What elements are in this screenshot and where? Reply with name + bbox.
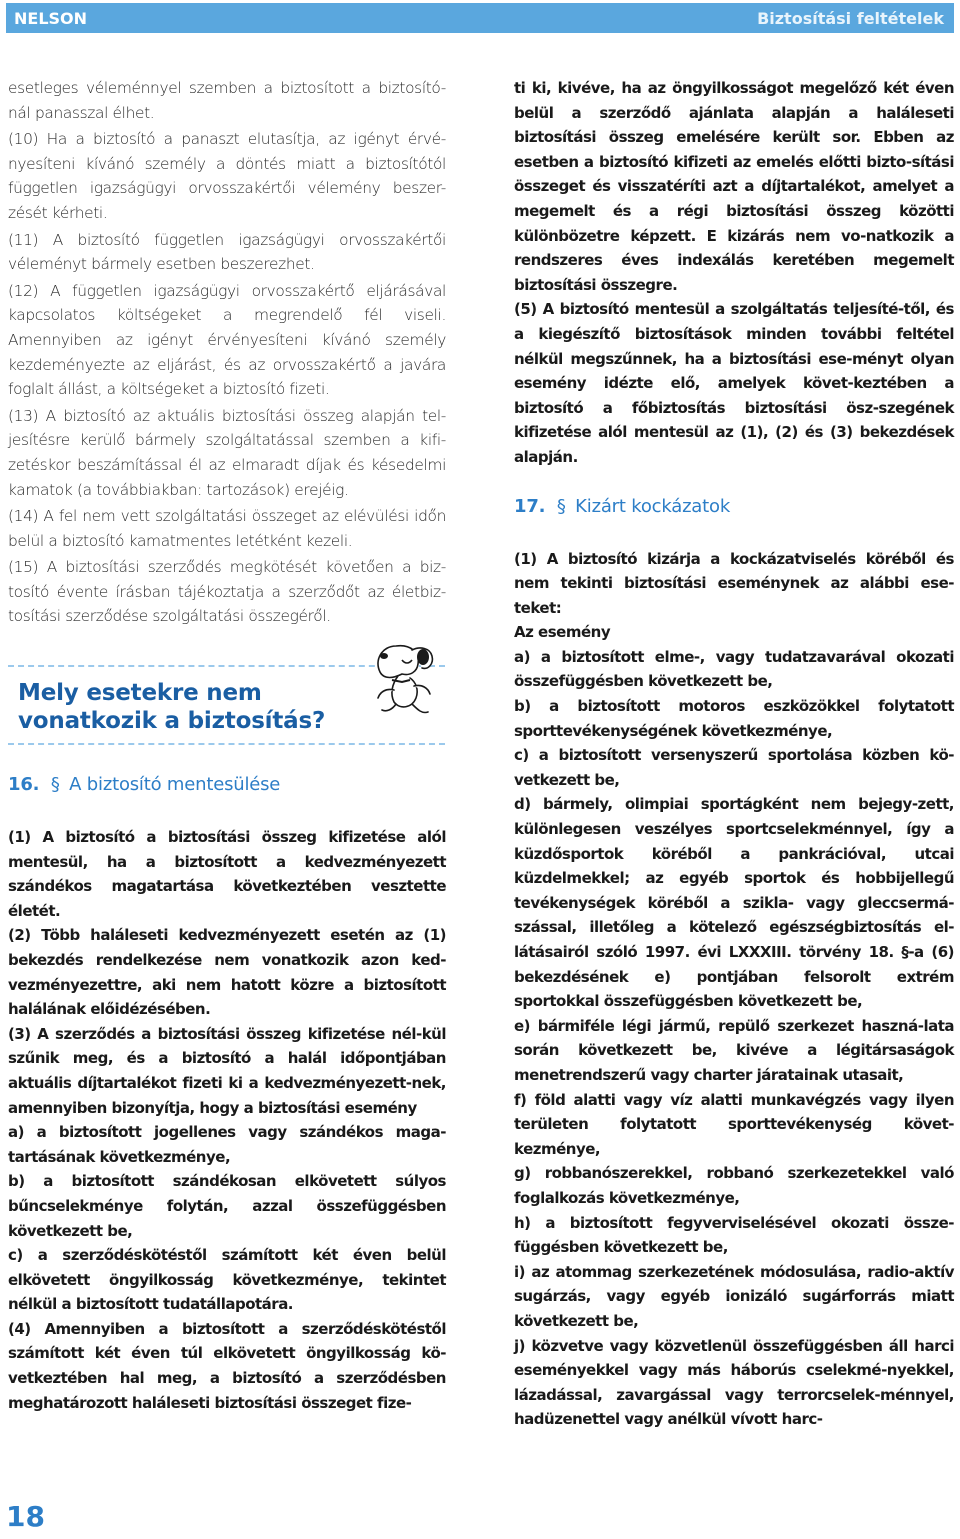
paragraph: Az esemény <box>514 623 611 642</box>
paragraph: d) bármely, olimpiai sportágként nem bejegy-zett, különlegesen veszélyes sportcselekménnyel, így a küzdősportok köréből a pankrációval, utcai küzdelmekkel; az egyéb sportok és hobbijellegű tevékenységek köréből a szikla- vagy gleccsermá-szással, illetőleg a kötelező egészségbiztosítás el-látásairól szóló 1997. évi LXXXIII. törvény 18. §-a (6) bekezdésének e) pontjában felsorolt extrém sportokkal összefüggésben következett be, <box>514 795 954 1011</box>
paragraph: (5) A biztosító mentesül a szolgáltatás teljesíté-től, és a kiegészítő biztosítások minden további feltétel nélkül megszűnnek, ha a biztosítási ese-ményt olyan esemény idézte elő, amelyek követ-keztében a biztosító a főbiztosítás biztosítási ösz-szegének kifizetése alól mentesül az (1), (2) és (3) bekezdések alapján. <box>514 300 954 466</box>
section-title: A biztosító mentesülése <box>69 774 281 795</box>
callout-title <box>18 679 325 735</box>
paragraph: (14) A fel nem vett szolgáltatási összeget az elévülési időn belül a biztosító kamatmentes letétként kezeli. <box>8 507 446 550</box>
paragraph: (10) Ha a biztosító a panaszt elutasítja, az igényt érvé-nyesíteni kívánó személy a döntés miatt a biztosítótól független igazságügyi orvosszakértői vélemény beszer-zését kérheti. <box>8 130 446 222</box>
paragraph: h) a biztosított fegyverviselésével okozati össze-függésben következett be, <box>514 1213 954 1257</box>
paragraph: ti ki, kivéve, ha az öngyilkosságot megelőző két éven belül a szerződő ajánlata alapján a haláleseti biztosítási összeg emelésére került sor. Ebben az esetben a biztosító kifizeti az emelés előtti bizto-sítási összeget és visszatéríti azt a díjtartalékot, amelyet a megemelt és a régi biztosítási összeg közötti különbözetre képzett. E kizárás nem vo-natkozik a rendszeres éves indexálás keretében megemelt biztosítási összegre. <box>514 79 954 294</box>
header-section-title: Biztosítási feltételek <box>757 8 944 28</box>
header-brand: NELSON <box>14 8 88 28</box>
snoopy-illustration-icon <box>372 640 438 718</box>
callout-title-line: vonatkozik a biztosítás? <box>18 708 326 734</box>
paragraph: e) bármiféle légi jármű, repülő szerkezet haszná-lata során következett be, kivéve a légitársaságok menetrendszerű vagy charter járatainak utasait, <box>514 1016 954 1084</box>
paragraph: (12) A független igazságügyi orvosszakértő eljárásával kapcsolatos költségeket a megrendelő fél viseli. Amennyiben az igényt érvényesíteni kívánó személy kezdeményezte az eljárást, és az orvosszakértő a javára foglalt állást, a költségeket a biztosító fizeti. <box>8 281 446 399</box>
paragraph: c) a biztosított versenyszerű sportolása közben kö-vetkezett be, <box>514 746 954 789</box>
right-column <box>514 76 954 1432</box>
paragraph: (1) A biztosító kizárja a kockázatviselés köréből és nem tekinti biztosítási eseménynek az alábbi ese-teket: <box>514 549 954 617</box>
section-sign: § <box>556 495 566 517</box>
paragraph: f) föld alatti vagy víz alatti munkavégzés vagy ilyen területen folytatott sporttevékenység követ-kezménye, <box>514 1090 954 1158</box>
section-sign: § <box>50 774 60 795</box>
page-number: 18 <box>6 1500 45 1533</box>
paragraph: (15) A biztosítási szerződés megkötését követően a biz-tosító évente írásban tájékoztatja a szerződőt az életbiz-tosítási szerződése szolgáltatási összegéről. <box>8 558 446 626</box>
paragraph: c) a szerződéskötéstől számított két éven belül elkövetett öngyilkosság következménye, tekintet nélkül a biztosított tudatállapotára. <box>8 1246 446 1314</box>
section-title: Kizárt kockázatok <box>575 495 731 517</box>
paragraph: (3) A szerződés a biztosítási összeg kifizetése nél-kül szűnik meg, és a biztosító a halál időpontjában aktuális díjtartalékot fizeti ki a kedvezményezett-nek, amennyiben bizonyítja, hogy a biztosítási esemény <box>8 1024 446 1117</box>
paragraph: a) a biztosított jogellenes vagy szándékos maga-tartásának következménye, <box>8 1123 446 1166</box>
paragraph: g) robbanószerekkel, robbanó szerkezetekkel való foglalkozás következménye, <box>514 1164 954 1207</box>
section-heading <box>8 774 446 795</box>
paragraph: b) a biztosított motoros eszközökkel folytatott sporttevékenységének következménye, <box>514 697 954 740</box>
section-number: 16. <box>8 774 40 795</box>
page-header <box>6 3 954 33</box>
left-column-section-16 <box>8 774 446 1415</box>
paragraph: (13) A biztosító az aktuális biztosítási összeg alapján tel-jesítésre kerülő bármely szolgáltatással szemben a kifi-zetéskor beszámítással él az elmaradt díjak és késedelmi kamatok (a továbbiakban: tartozások) erejéig. <box>8 406 446 499</box>
left-column-top <box>8 76 446 631</box>
paragraph: (2) Több haláleseti kedvezményezett esetén az (1) bekezdés rendelkezése nem vonatkozik azon ked-vezményezettre, aki nem hatott közre a biztosított halálának előidézésében. <box>8 926 446 1019</box>
paragraph: (4) Amennyiben a biztosított a szerződéskötéstől számított két éven túl elkövetett öngyilkosság kö-vetkeztében hal meg, a biztosító a szerződésben meghatározott haláleseti biztosítási összeget fize- <box>8 1319 446 1412</box>
paragraph: i) az atommag szerkezetének módosulása, radio-aktív sugárzás, vagy egyéb ionizáló sugárforrás miatt következett be, <box>514 1262 954 1330</box>
paragraph: (1) A biztosító a biztosítási összeg kifizetése alól mentesül, ha a biztosított a kedvezményezett szándékos magatartása következtében vesztette életét. <box>8 828 446 920</box>
section-heading <box>514 496 954 517</box>
paragraph: a) a biztosított elme-, vagy tudatzavarával okozati összefüggésben következett be, <box>514 647 954 691</box>
callout-title-line: Mely esetekre nem <box>18 680 262 706</box>
section-number: 17. <box>514 495 546 517</box>
paragraph: j) közvetve vagy közvetlenül összefüggésben áll harci eseményekkel vagy más háborús cselekmé-nyekkel, lázadással, zavargással vagy terrorcselek-ménnyel, hadüzenettel vagy anélkül vívott harc- <box>514 1336 954 1429</box>
paragraph: b) a biztosított szándékosan elkövetett súlyos bűncselekménye folytán, azzal összefüggésben következett be, <box>8 1172 446 1240</box>
paragraph: (11) A biztosító független igazságügyi orvosszakértői véleményt bármely esetben beszerezhet. <box>8 230 446 274</box>
paragraph: esetleges véleménnyel szemben a biztosított a biztosító-nál panasszal élhet. <box>8 79 446 122</box>
